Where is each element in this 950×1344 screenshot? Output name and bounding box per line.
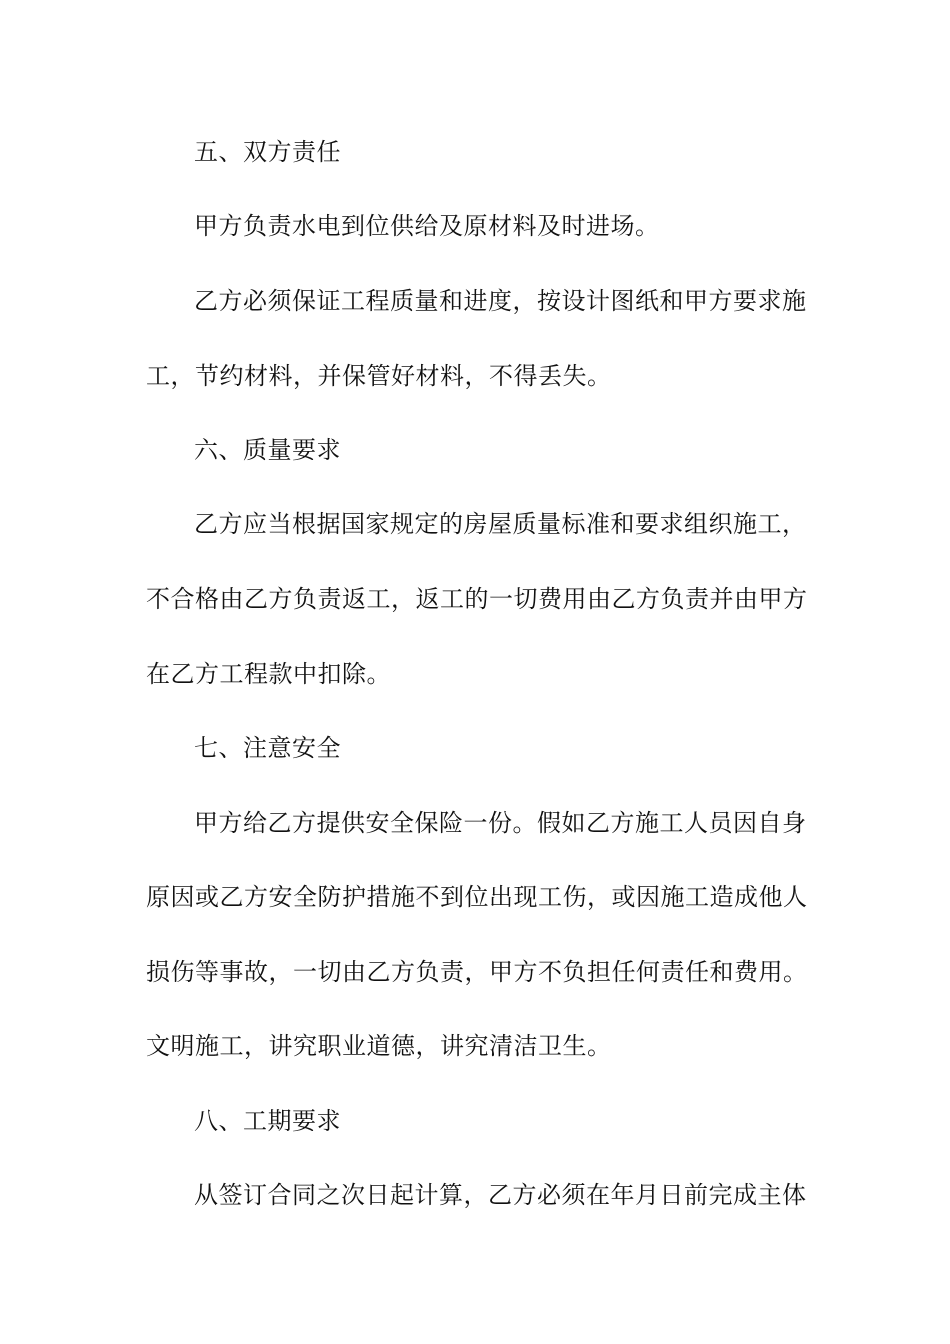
paragraph-line: 原因或乙方安全防护措施不到位出现工伤，或因施工造成他人 <box>146 883 808 911</box>
section-heading-eight: 八、工期要求 <box>194 1107 341 1135</box>
paragraph-line: 甲方给乙方提供安全保险一份。假如乙方施工人员因自身 <box>194 809 807 837</box>
paragraph-line: 不合格由乙方负责返工，返工的一切费用由乙方负责并由甲方 <box>146 585 808 613</box>
paragraph-line: 在乙方工程款中扣除。 <box>146 660 391 688</box>
section-heading-five: 五、双方责任 <box>194 138 341 166</box>
section-heading-seven: 七、注意安全 <box>194 734 341 762</box>
paragraph-line: 从签订合同之次日起计算，乙方必须在年月日前完成主体 <box>194 1181 807 1209</box>
paragraph-line: 损伤等事故，一切由乙方负责，甲方不负担任何责任和费用。 <box>146 958 808 986</box>
paragraph-line: 工，节约材料，并保管好材料，不得丢失。 <box>146 362 612 390</box>
paragraph-line: 乙方必须保证工程质量和进度，按设计图纸和甲方要求施 <box>194 287 807 315</box>
paragraph-line: 甲方负责水电到位供给及原材料及时进场。 <box>194 212 660 240</box>
paragraph-line: 乙方应当根据国家规定的房屋质量标准和要求组织施工， <box>194 510 807 538</box>
section-heading-six: 六、质量要求 <box>194 436 341 464</box>
paragraph-line: 文明施工，讲究职业道德，讲究清洁卫生。 <box>146 1032 612 1060</box>
